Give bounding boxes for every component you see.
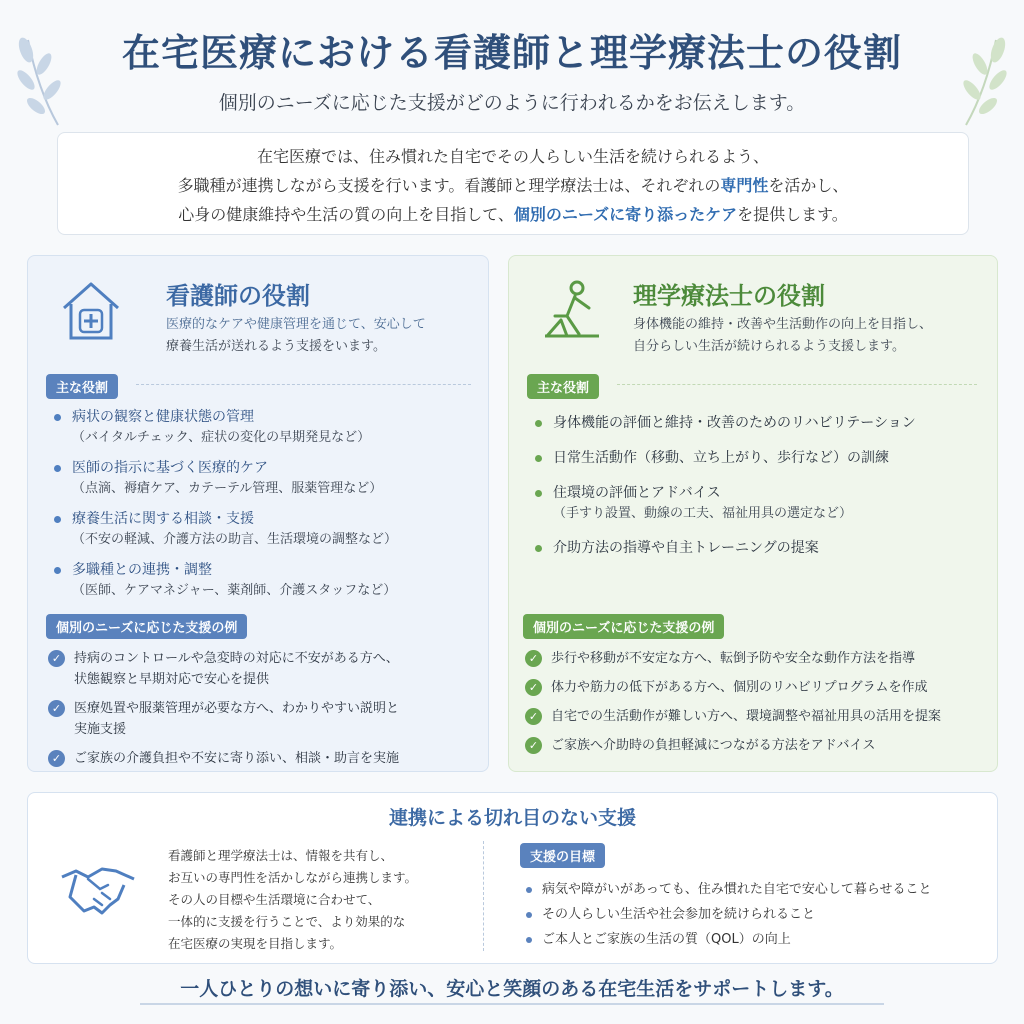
intro-line bbox=[58, 142, 968, 171]
list-item bbox=[48, 648, 473, 690]
list-item bbox=[525, 706, 990, 727]
list-item bbox=[525, 735, 990, 756]
intro-text: 在宅医療では、住み慣れた自宅でその人らしい生活を続けられるよう、 bbox=[256, 147, 769, 166]
check-icon: ✓ bbox=[525, 679, 542, 696]
pt-roles-tag: 主な役割 bbox=[527, 374, 599, 399]
nurse-title: 看護師の役割 bbox=[166, 281, 310, 310]
list-item bbox=[50, 457, 397, 499]
list-item: ご本人とご家族の生活の質（QOL）の向上 bbox=[520, 927, 931, 952]
physical-therapy-icon bbox=[537, 276, 607, 346]
handshake-icon bbox=[58, 855, 138, 925]
list-item bbox=[50, 559, 397, 601]
house-medical-icon bbox=[56, 276, 126, 346]
nurse-description bbox=[166, 314, 486, 358]
divider bbox=[136, 384, 471, 385]
divider bbox=[483, 841, 484, 951]
list-item bbox=[531, 537, 916, 559]
goal-tag: 支援の目標 bbox=[520, 843, 605, 868]
nurse-examples-list bbox=[48, 648, 473, 777]
pt-description bbox=[633, 314, 983, 358]
role-main: 身体機能の評価と維持・改善のためのリハビリテーション bbox=[553, 415, 916, 431]
pt-description-line: 身体機能の維持・改善や生活動作の向上を目指し、 bbox=[633, 317, 933, 332]
list-item bbox=[48, 698, 473, 740]
list-item bbox=[525, 648, 990, 669]
role-sub: （医師、ケアマネジャー、薬剤師、介護スタッフなど） bbox=[72, 583, 397, 598]
collaboration-title: 連携による切れ目のない支援 bbox=[388, 807, 636, 829]
role-sub: （不安の軽減、介護方法の助言、生活環境の調整など） bbox=[72, 532, 398, 547]
list-item bbox=[525, 677, 990, 698]
collaboration-text bbox=[168, 845, 468, 955]
divider bbox=[140, 1003, 884, 1005]
example-text: 実施支援 bbox=[74, 722, 127, 737]
pt-examples-tag: 個別のニーズに応じた支援の例 bbox=[523, 614, 724, 639]
list-item bbox=[531, 447, 916, 469]
check-icon: ✓ bbox=[525, 737, 542, 754]
pt-roles-list bbox=[531, 412, 916, 572]
example-text: 持病のコントロールや急変時の対応に不安がある方へ、 bbox=[74, 651, 399, 666]
example-text: ご家族の介護負担や不安に寄り添い、相談・助言を実施 bbox=[74, 751, 400, 766]
intro-text: 多職種が連携しながら支援を行います。看護師と理学療法士は、それぞれの bbox=[177, 176, 721, 195]
nurse-description-line: 療養生活が送れるよう支援をいます。 bbox=[166, 339, 386, 354]
intro-box bbox=[57, 132, 969, 235]
list-item: その人らしい生活や社会参加を続けられること bbox=[520, 902, 931, 927]
list-item bbox=[48, 748, 473, 769]
nurse-description-line: 医療的なケアや健康管理を通じて、安心して bbox=[166, 317, 426, 332]
check-icon: ✓ bbox=[525, 708, 542, 725]
nurse-card bbox=[27, 255, 489, 772]
intro-text: 心身の健康維持や生活の質の向上を目指して、 bbox=[178, 205, 514, 224]
example-text: 状態観察と早期対応で安心を提供 bbox=[74, 672, 270, 687]
list-item bbox=[50, 406, 397, 448]
role-main: 医師の指示に基づく医療的ケア bbox=[72, 460, 268, 476]
intro-highlight: 個別のニーズに寄り添ったケア bbox=[513, 205, 738, 224]
example-text: 体力や筋力の低下がある方へ、個別のリハビリプログラムを作成 bbox=[551, 680, 928, 695]
list-item bbox=[50, 508, 397, 550]
role-sub: （バイタルチェック、症状の変化の早期発見など） bbox=[72, 430, 371, 445]
example-text: ご家族へ介助時の負担軽減につながる方法をアドバイス bbox=[551, 738, 876, 753]
pt-description-line: 自分らしい生活が続けられるよう支援します。 bbox=[633, 339, 905, 354]
page-title: 在宅医療における看護師と理学療法士の役割 bbox=[121, 30, 902, 75]
role-sub: （手すり設置、動線の工夫、福祉用具の選定など） bbox=[553, 506, 853, 521]
collaboration-box bbox=[27, 792, 998, 964]
role-main: 住環境の評価とアドバイス bbox=[553, 485, 721, 501]
collaboration-line: 在宅医療の実現を目指します。 bbox=[168, 936, 343, 951]
role-sub: （点滴、褥瘡ケア、カテーテル管理、服薬管理など） bbox=[72, 481, 383, 496]
pt-title: 理学療法士の役割 bbox=[633, 281, 825, 310]
nurse-examples-tag: 個別のニーズに応じた支援の例 bbox=[46, 614, 247, 639]
collaboration-line: 看護師と理学療法士は、情報を共有し、 bbox=[168, 848, 394, 863]
pt-examples-list bbox=[525, 648, 990, 764]
intro-text: を活かし、 bbox=[768, 176, 849, 195]
footer-message: 一人ひとりの想いに寄り添い、安心と笑顔のある在宅生活をサポートします。 bbox=[180, 978, 844, 1000]
goals-list bbox=[520, 877, 931, 952]
example-text: 歩行や移動が不安定な方へ、転倒予防や安全な動作方法を指導 bbox=[551, 651, 916, 666]
intro-line bbox=[58, 171, 968, 200]
example-text: 自宅での生活動作が難しい方へ、環境調整や福祉用具の活用を提案 bbox=[551, 709, 942, 724]
check-icon: ✓ bbox=[48, 650, 65, 667]
list-item bbox=[531, 412, 916, 434]
collaboration-line: その人の目標や生活環境に合わせて、 bbox=[168, 892, 381, 907]
divider bbox=[617, 384, 977, 385]
intro-highlight: 専門性 bbox=[720, 176, 769, 195]
check-icon: ✓ bbox=[48, 700, 65, 717]
role-main: 療養生活に関する相談・支援 bbox=[72, 511, 254, 527]
intro-text: を提供します。 bbox=[737, 205, 848, 224]
list-item: 病気や障がいがあっても、住み慣れた自宅で安心して暮らせること bbox=[520, 877, 931, 902]
role-main: 日常生活動作（移動、立ち上がり、歩行など）の訓練 bbox=[553, 450, 889, 466]
pt-card bbox=[508, 255, 998, 772]
page-subtitle: 個別のニーズに応じた支援がどのように行われるかをお伝えします。 bbox=[218, 92, 806, 114]
intro-line bbox=[58, 200, 968, 229]
list-item bbox=[531, 482, 916, 524]
collaboration-line: 一体的に支援を行うことで、より効果的な bbox=[168, 914, 406, 929]
check-icon: ✓ bbox=[48, 750, 65, 767]
nurse-roles-list bbox=[50, 406, 397, 610]
nurse-roles-tag: 主な役割 bbox=[46, 374, 118, 399]
example-text: 医療処置や服薬管理が必要な方へ、わかりやすい説明と bbox=[74, 701, 400, 716]
role-main: 病状の観察と健康状態の管理 bbox=[72, 409, 254, 425]
role-main: 多職種との連携・調整 bbox=[72, 562, 212, 578]
check-icon: ✓ bbox=[525, 650, 542, 667]
role-main: 介助方法の指導や自主トレーニングの提案 bbox=[553, 540, 819, 556]
collaboration-line: お互いの専門性を活かしながら連携します。 bbox=[168, 870, 418, 885]
